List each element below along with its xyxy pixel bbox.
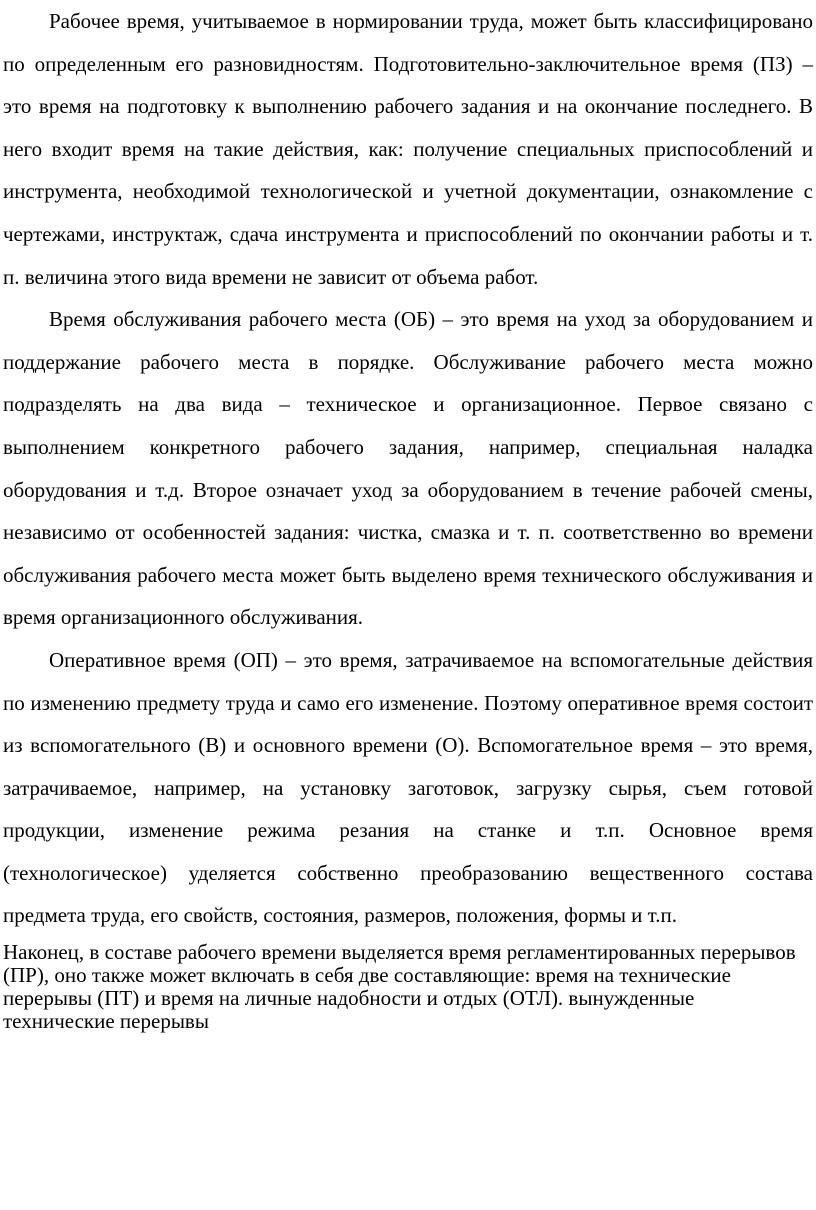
document-page (3, 0, 813, 1033)
paragraph-workplace-service-time: Время обслуживания рабочего места (ОБ) – это время на уход за оборудованием и поддержание рабочего места в порядке. Обслуживание рабочего места можно подразделять на два вида – техническое и организационное. Первое связано с выполнением конкретного рабочего задания, например, специальная наладка оборудования и т.д. Второе означает уход за оборудованием в течение рабочей смены, независимо от особенностей задания: чистка, смазка и т. п. соответственно во времени обслуживания рабочего места может быть выделено время технического обслуживания и время организационного обслуживания. (3, 307, 813, 630)
paragraph-regulated-breaks: Наконец, в составе рабочего времени выделяется время регламентированных перерывов (ПР), оно также может включать в себя две составляющие: время на технические перерывы (ПТ) и время на личные надобности и отдых (ОТЛ). вынужденные технические перерывы (3, 940, 796, 1034)
paragraph-operative-time: Оперативное время (ОП) – это время, затрачиваемое на вспомогательные действия по изменению предмету труда и само его изменение. Поэтому оперативное время состоит из вспомогательного (В) и основного времени (О). Вспомогательное время – это время, затрачиваемое, например, на установку заготовок, загрузку сырья, съем готовой продукции, изменение режима резания на станке и т.п. Основное время (технологическое) уделяется собственно преобразованию вещественного состава предмета труда, его свойств, состояния, размеров, положения, формы и т.п. (3, 647, 813, 928)
paragraph-working-time-classification: Рабочее время, учитываемое в нормировании труда, может быть классифицировано по определенным его разновидностям. Подготовительно-заключительное время (ПЗ) – это время на подготовку к выполнению рабочего задания и на окончание последнего. В него входит время на такие действия, как: получение специальных приспособлений и инструмента, необходимой технологической и учетной документации, ознакомление с чертежами, инструктаж, сдача инструмента и приспособлений по окончании работы и т. п. величина этого вида времени не зависит от объема работ. (3, 9, 813, 289)
